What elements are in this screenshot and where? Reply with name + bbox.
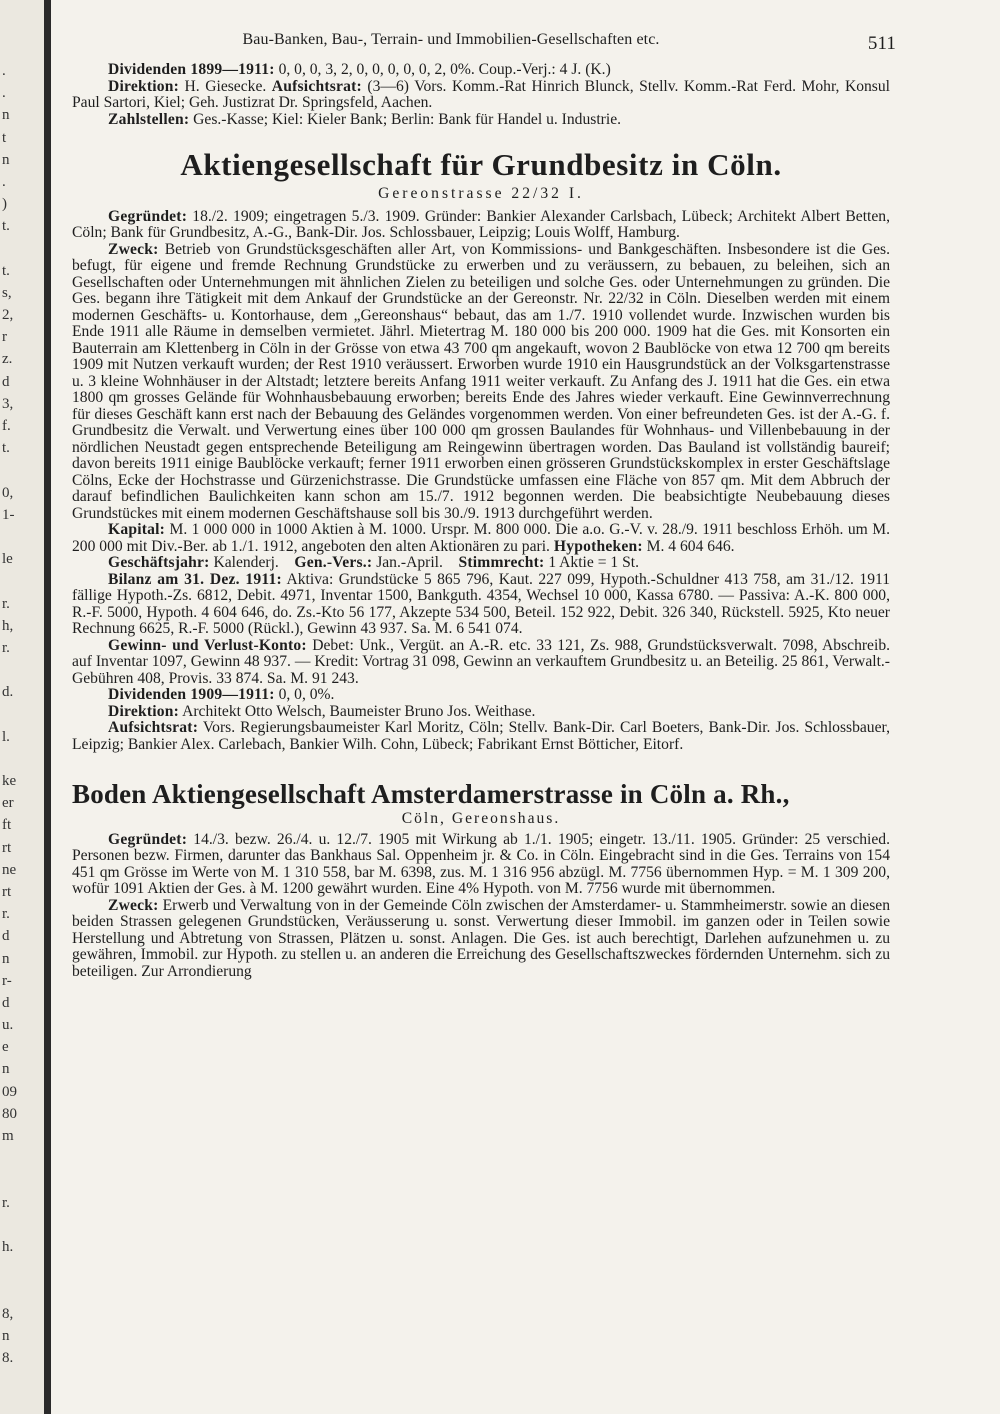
margin-fragment — [2, 1147, 40, 1169]
margin-fragment: r. — [2, 639, 10, 656]
margin-fragment: ft — [2, 817, 12, 834]
founded-paragraph: Gegründet: 18./2. 1909; eingetragen 5./3. 1909. Gründer: Bankier Alexander Carlsbach, Lübeck; Architekt Albert Betten, Cöln; Bank für Grundbesitz, A.-G., Bank-Dir. Jos. Schlossbauer, Leipzig; Louis Wolff, Hamburg. — [72, 207, 890, 241]
margin-fragment: d — [2, 928, 10, 945]
dividends-paragraph: Dividenden 1899—1911: 0, 0, 0, 3, 2, 0, 0, 0, 0, 0, 2, 0%. Coup.-Verj.: 4 J. (K.) — [108, 61, 611, 78]
margin-fragment: . — [2, 173, 6, 190]
margin-fragment: ) — [2, 196, 7, 213]
margin-fragment: h, — [2, 617, 14, 634]
margin-fragment — [2, 1258, 40, 1280]
margin-fragment: t. — [2, 262, 10, 279]
margin-fragment — [2, 1214, 40, 1236]
margin-fragment: e — [2, 1039, 9, 1056]
margin-fragment: l. — [2, 728, 10, 745]
margin-fragments — [2, 60, 40, 1369]
margin-fragment: 09 — [2, 1083, 17, 1100]
margin-fragment: ne — [2, 861, 17, 878]
margin-fragment — [2, 570, 40, 592]
margin-fragment: z. — [2, 351, 13, 368]
margin-fragment: n — [2, 1061, 10, 1078]
margin-fragment: t — [2, 129, 7, 146]
paying-agents-paragraph: Zahlstellen: Ges.-Kasse; Kiel: Kieler Bank; Berlin: Bank für Handel u. Industrie. — [108, 110, 622, 128]
gutter-rule — [44, 0, 51, 1414]
margin-fragment: 1- — [2, 506, 15, 523]
company-title: Aktiengesellschaft für Grundbesitz in Cöln. — [180, 147, 782, 182]
margin-fragment: f. — [2, 418, 11, 434]
margin-fragment: n — [2, 151, 10, 168]
dividends-paragraph: Dividenden 1909—1911: 0, 0, 0%. — [108, 686, 335, 703]
margin-fragment: d — [2, 994, 10, 1011]
fiscal-year-paragraph: Geschäftsjahr: Kalenderj. Gen.-Vers.: Jan.-April. Stimmrecht: 1 Aktie = 1 St. — [108, 554, 639, 571]
company-entry-2 — [72, 779, 890, 980]
margin-fragment: n — [2, 1327, 10, 1344]
page-content — [72, 26, 896, 980]
capital-paragraph: Kapital: M. 1 000 000 in 1000 Aktien à M. 1000. Urspr. M. 800 000. Die a.o. G.-V. v. 28./9. 1911 beschloss Erhöh. um M. 200 000 mit Div.-Ber. ab 1./1. 1912, angeboten den alten Aktionären zu pari. Hypotheken: M. 4 604 646. — [72, 521, 890, 555]
directors-paragraph: Direktion: Architekt Otto Welsch, Baumeister Bruno Jos. Weithase. — [108, 702, 536, 720]
running-title: Bau-Banken, Bau-, Terrain- und Immobilien-Gesellschaften etc. — [242, 31, 660, 48]
company-address: Cöln, Gereonshaus. — [401, 810, 561, 827]
margin-fragment: d. — [2, 684, 14, 701]
running-head — [72, 26, 896, 62]
margin-fragment: rt — [2, 883, 12, 900]
company-address: Gereonstrasse 22/32 I. — [378, 185, 584, 202]
purpose-paragraph: Zweck: Betrieb von Grundstücksgeschäften aller Art, von Kommissions- und Bankgeschäften. Insbesondere ist die Ges. befugt, für eigene und fremde Rechnung Grundstücke zu erwerben und zu veräussern, zu bebauen, zu beleihen, sich an Gesellschaften oder Unternehmungen mit ähnlichen Zielen zu beteiligen und solche Ges. oder Unternehmungen zu gründen. Die Ges. begann ihre Tätigkeit mit dem Ankauf der Grundstücke an der Gereonstr. Nr. 22/32 in Cöln. Dieselben werden mit einem modernen Geschäfts- u. Kontorhause, dem „Gereonshaus“ bebaut, das am 1./7. 1910 vollendet wurde. Inzwischen wurden bis Ende 1911 alle Räume in demselben vermietet. Jährl. Mietertrag M. 180 000 bis 200 000. 1909 hat die Ges. mit Konsorten ein Bauterrain am Klettenberg in Cöln in der Grösse von etwa 43 700 qm angekauft, wovon 2 Baublöcke von etwa 12 700 qm bereits 1909 mit Nutzen verkauft wurden; der Rest 1910 veräussert. Erworben wurde 1910 ein Hausgrundstück an der Volksgartenstrasse u. 3 kleine Wohnhäuser in der Altstadt; letztere bereits Anfang 1911 weiter verkauft. Zu Anfang des J. 1911 hat die Ges. ein etwa 1800 qm grosses Gelände für Wohnhausbebauung erworben; bereits Ende des Jahres wieder verkauft. Eine Gewinnverrechnung für dieses Geschäft kann erst nach der Bebauung des Geländes vorgenommen werden. Von einer befreundeten Ges. ist der A.-G. f. Grundbesitz die Verwalt. und Verwertung eines über 100 000 qm grossen Baulandes für Wohnhaus- und Villenbebauung in der nördlichen Neustadt gegen entsprechende Beteiligung am Reingewinn übertragen worden. Das Bauland ist vollständig baureif; davon bereits 1911 einige Baublöcke verkauft; ferner 1911 erworben einen grösseren Grundstückskomplex in erster Geschäftslage Cölns, Ecke der Hochstrasse und Gürzenichstrasse. Die Grundstücke umfassen eine Fläche von 857 qm. Mit dem Abbruch der darauf befindlichen Baulichkeiten kann schon am 15./7. 1912 begonnen werden. Die beabsichtigte Neubebauung dieses Grundstückes mit einem modernen Geschäftshause soll bis 30./9. 1913 durchgeführt werden. — [72, 240, 890, 522]
margin-fragment: rt — [2, 839, 12, 856]
left-page-edge — [0, 0, 44, 1414]
profit-loss-paragraph: Gewinn- und Verlust-Konto: Debet: Unk., Vergüt. an A.-R. etc. 33 121, Zs. 988, Grundstücksverwalt. 7098, Abschreib. auf Inventar 1097, Gewinn 48 937. — Kredit: Vortrag 31 098, Gewinn an verkauftem Grundbesitz u. an Beteilig. 25 861, Verwalt.-Gebühren 408, Provis. 33 874. Sa. M. 91 243. — [72, 636, 891, 687]
margin-fragment: le — [2, 551, 13, 568]
margin-fragment: ke — [2, 773, 17, 789]
page-number: 511 — [867, 33, 896, 54]
margin-fragment: t. — [2, 440, 10, 457]
margin-fragment: m — [2, 1128, 14, 1144]
margin-fragment: r. — [2, 906, 10, 923]
board-paragraph: Direktion: H. Giesecke. Aufsichtsrat: (3—6) Vors. Komm.-Rat Hinrich Blunck, Stellv. Komm.-Rat Ferd. Mohr, Konsul Paul Sartori, Kiel; Geh. Justizrat Dr. Springsfeld, Aachen. — [72, 77, 891, 111]
margin-fragment: 8. — [2, 1349, 14, 1366]
company-title: Boden Aktiengesellschaft Amsterdamerstrasse in Cöln a. Rh., — [72, 779, 790, 809]
margin-fragment — [2, 703, 40, 725]
margin-fragment: n — [2, 950, 10, 967]
balance-sheet-paragraph: Bilanz am 31. Dez. 1911: Aktiva: Grundstücke 5 865 796, Kaut. 227 099, Hypoth.-Schuldner 413 758, am 31./12. 1911 fällige Hypoth.-Zs. 6812, Debit. 4971, Inventar 1500, Bankguth. 4354, Wechsel 10 000, Kassa 6780. — Passiva: A.-K. 800 000, R.-F. 5000, Hypoth. 4 604 646, do. Zs.-Kto 56 177, Akzepte 534 500, Beteil. 152 922, Debit. 326 340, Rückstell. 5925, Kto neuer Rechnung 6625, R.-F. 5000 (Rückl.), Gewinn 43 937. Sa. M. 6 541 074. — [72, 570, 891, 637]
margin-fragment: 2, — [2, 307, 14, 324]
margin-fragment: 80 — [2, 1105, 17, 1122]
founded-paragraph: Gegründet: 14./3. bezw. 26./4. u. 12./7. 1905 mit Wirkung ab 1./1. 1905; eingetr. 13./11. 1905. Gründer: 25 verschied. Personen bezw. Firmen, darunter das Bankhaus Sal. Oppenheim jr. & Co. in Cöln. Eingebracht sind in die Ges. Terrains von 154 451 qm Grösse im Werte von M. 1 310 558, bar M. 6398, zus. M. 1 316 956 abzügl. M. 7756 übernommen Hyp. = M. 1 309 200, wofür 1091 Aktien der Ges. à M. 1200 gewährt wurden. Eine 4% Hypoth. von M. 7756 wurde mit übernommen. — [72, 830, 890, 897]
margin-fragment: . — [2, 63, 6, 79]
margin-fragment: r- — [2, 972, 12, 989]
margin-fragment: 3, — [2, 395, 14, 412]
supervisory-board-paragraph: Aufsichtsrat: Vors. Regierungsbaumeister Karl Moritz, Cöln; Stellv. Bank-Dir. Carl Boeters, Bank-Dir. Jos. Schlossbauer, Leipzig; Bankier Alex. Carlebach, Bankier Wilh. Cohn, Lübeck; Fabrikant Ernst Bötticher, Eitorf. — [72, 719, 890, 753]
margin-fragment: r. — [2, 595, 10, 612]
margin-fragment: 0, — [2, 484, 14, 501]
margin-fragment: r. — [2, 1194, 10, 1211]
margin-fragment — [2, 238, 40, 260]
margin-fragment: n — [2, 107, 10, 124]
purpose-paragraph: Zweck: Erwerb und Verwaltung von in der Gemeinde Cöln zwischen der Amsterdamer- u. Stammheimerstr. sowie an diesen beiden Strassen gelegenen Grundstücken, Veräusserung u. sonst. Verwertung dieser Immobil. im ganzen oder in Teilen sowie Herstellung und Abtretung von Strassen, Plätzen u. sonst. Anlagen. Die Ges. ist auch berechtigt, Darlehen aufzunehmen u. zu gewähren, Immobil. zur Hypoth. zu stellen u. an anderen die Erreichung des Gesellschaftszweckes fördernden Unternehm. sich zu beteiligen. Zur Arrondierung — [72, 896, 890, 980]
margin-fragment: h. — [2, 1238, 14, 1255]
margin-fragment — [2, 459, 40, 481]
previous-entry-tail — [72, 62, 890, 128]
margin-fragment — [2, 748, 40, 770]
margin-fragment — [2, 1280, 40, 1302]
margin-fragment: . — [2, 85, 6, 102]
margin-fragment: d — [2, 373, 10, 390]
margin-fragment: r — [2, 329, 7, 346]
margin-fragment — [2, 659, 40, 681]
margin-fragment: t. — [2, 218, 10, 235]
margin-fragment — [2, 526, 40, 548]
margin-fragment: s, — [2, 284, 12, 301]
margin-fragment — [2, 1169, 40, 1191]
company-entry-1 — [72, 148, 890, 753]
margin-fragment: er — [2, 795, 14, 812]
margin-fragment: 8, — [2, 1305, 14, 1322]
margin-fragment: u. — [2, 1017, 14, 1034]
